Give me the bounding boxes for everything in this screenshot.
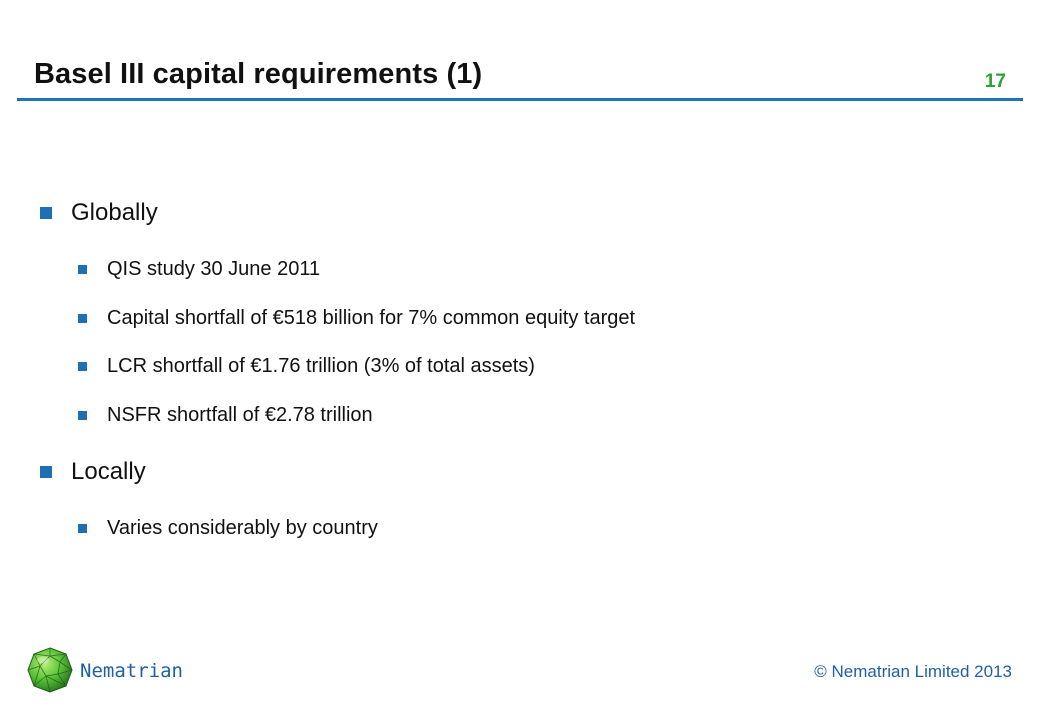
sub-bullet-capital-shortfall	[78, 307, 635, 330]
bullet-heading: Globally	[71, 199, 158, 226]
slide-number: 17	[984, 71, 1006, 92]
sub-bullet-qis-study	[78, 258, 320, 281]
bullet-square-icon	[40, 466, 52, 478]
slide-title: Basel III capital requirements (1)	[34, 58, 483, 90]
bullet-square-icon	[78, 524, 87, 533]
bullet-square-icon	[78, 314, 87, 323]
bullet-square-icon	[78, 411, 87, 420]
footer-copyright: © Nematrian Limited 2013	[814, 662, 1012, 681]
bullet-heading: Locally	[71, 458, 146, 485]
sub-bullet-text: NSFR shortfall of €2.78 trillion	[107, 404, 373, 426]
bullet-square-icon	[78, 362, 87, 371]
bullet-square-icon	[78, 265, 87, 274]
geodesic-sphere-icon	[26, 646, 74, 694]
bullet-square-icon	[40, 207, 52, 219]
sub-bullet-text: Varies considerably by country	[107, 517, 378, 539]
sub-bullet-lcr-shortfall	[78, 355, 535, 378]
sub-bullet-varies	[78, 517, 378, 540]
footer-brand: Nematrian	[80, 660, 183, 682]
bullet-locally	[40, 458, 146, 486]
sub-bullet-text: QIS study 30 June 2011	[107, 258, 321, 280]
sub-bullet-nsfr-shortfall	[78, 404, 373, 427]
sub-bullet-text: Capital shortfall of €518 billion for 7% common equity target	[107, 307, 636, 329]
bullet-globally	[40, 199, 158, 227]
sub-bullet-text: LCR shortfall of €1.76 trillion (3% of total assets)	[107, 355, 535, 377]
